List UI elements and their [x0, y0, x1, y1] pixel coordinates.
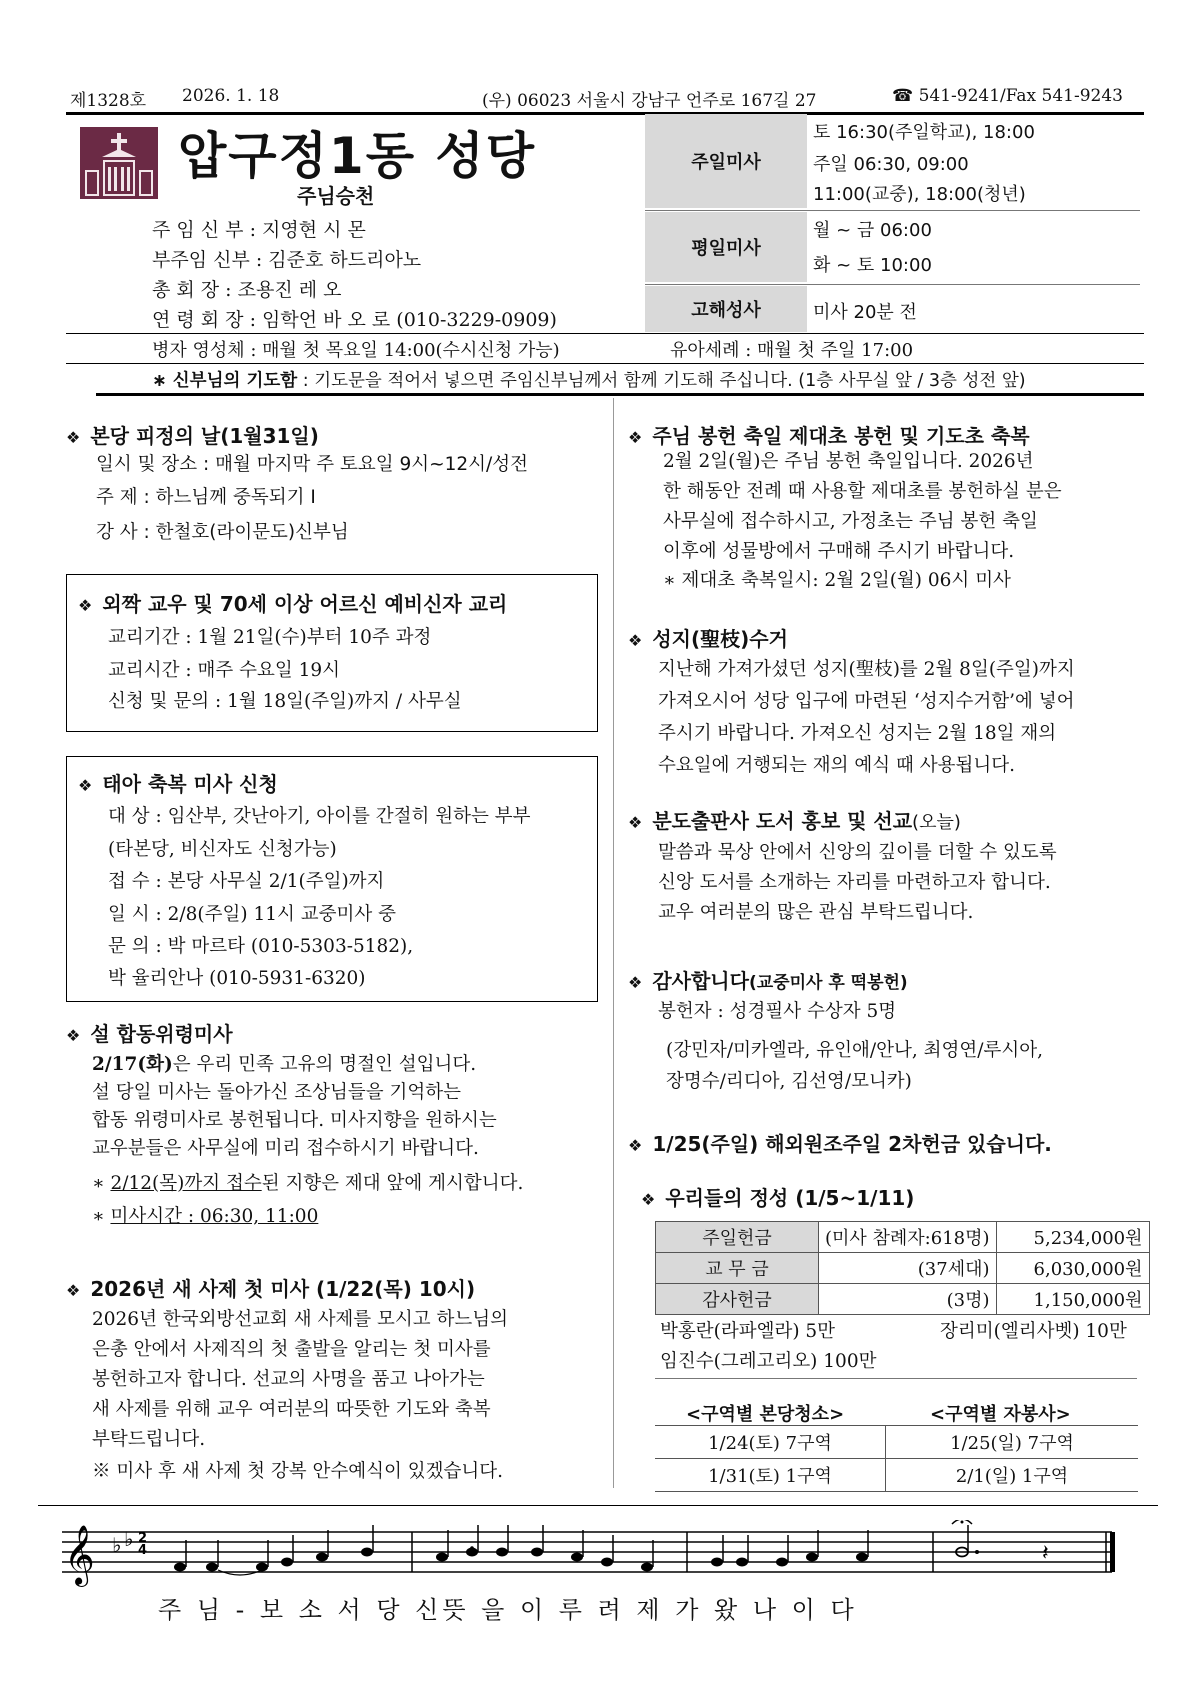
confession-value: 미사 20분 전 [813, 302, 917, 323]
books-line: 교우 여러분의 많은 관심 부탁드립니다. [658, 902, 974, 923]
parish-address: (우) 06023 서울시 강남구 언주로 167길 27 [482, 91, 817, 111]
duty-table [655, 1425, 1138, 1492]
prayer-box-text: : 기도문을 적어서 넣으면 주임신부님께서 함께 기도해 주십니다. (1층 사무실 앞 / 3층 성전 앞) [297, 371, 1026, 391]
unborn-line: 접 수 : 본당 사무실 2/1(주일)까지 [108, 871, 385, 892]
lunar-line: 2/17(화)은 우리 민족 고유의 명절인 설입니다. [92, 1054, 477, 1075]
unborn-line: (타본당, 비신자도 신청가능) [108, 839, 337, 860]
table-row: 1/24(토) 7구역 1/25(일) 7구역 [655, 1426, 1138, 1459]
unborn-line: 문 의 : 박 마르타 (010-5303-5182), [108, 936, 414, 957]
svg-text:♭: ♭ [124, 1527, 134, 1551]
newpriest-line: 은총 안에서 사제직의 첫 출발을 알리는 첫 미사를 [92, 1339, 491, 1360]
books-line: 신앙 도서를 소개하는 자리를 마련하고자 합니다. [658, 872, 1051, 893]
cleaning-title: <구역별 본당청소> [686, 1404, 845, 1425]
table-row: 주일헌금 (미사 참례자:618명) 5,234,000원 [656, 1222, 1150, 1253]
lunar-line: 교우분들은 사무실에 미리 접수하시기 바랍니다. [92, 1138, 479, 1159]
section-thanks-title: ❖ 감사합니다(교중미사 후 떡봉헌) [628, 969, 908, 993]
catechism-line: 교리시간 : 매주 수요일 19시 [108, 660, 341, 681]
svg-text:𝄞: 𝄞 [64, 1525, 95, 1585]
section-candles-title: ❖ 주님 봉헌 축일 제대초 봉헌 및 기도초 축복 [628, 424, 1030, 448]
prayer-box-label: ∗ 신부님의 기도함 [152, 371, 298, 391]
staff-assistant: 부주임 신부 : 김준호 하드리아노 [152, 249, 422, 271]
prayer-box-note [152, 367, 1026, 392]
newpriest-line: 부탁드립니다. [92, 1429, 206, 1450]
retreat-line: 강 사 : 한철호(라이문도)신부님 [96, 522, 349, 543]
lunar-date: 2/17(화) [92, 1054, 173, 1075]
section-palms-title: ❖ 성지(聖枝)수거 [628, 627, 788, 651]
staff-president: 총 회 장 : 조용진 레 오 [152, 279, 342, 301]
retreat-line: 일시 및 장소 : 매월 마지막 주 토요일 9시~12시/성전 [96, 454, 529, 475]
parish-logo [80, 127, 158, 199]
catechism-line: 신청 및 문의 : 1월 18일(주일)까지 / 사무실 [108, 691, 462, 712]
section-offering-title: ❖ 우리들의 정성 (1/5~1/11) [641, 1186, 915, 1210]
mass-schedule [645, 114, 1140, 332]
donor: 박홍란(라파엘라) 5만 [660, 1321, 836, 1342]
catechism-line: 교리기간 : 1월 21일(수)부터 10주 과정 [108, 627, 432, 648]
infant-baptism-info: 유아세례 : 매월 첫 주일 17:00 [670, 340, 914, 361]
lunar-note: ∗ 2/12(목)까지 접수된 지향은 제대 앞에 게시합니다. [92, 1173, 524, 1194]
sunday-mass-label: 주일미사 [645, 114, 807, 208]
table-row: 교 무 금 (37세대) 6,030,000원 [656, 1253, 1150, 1284]
svg-text:4: 4 [138, 1543, 148, 1558]
candles-line: 사무실에 접수하시고, 가정초는 주님 봉헌 축일 [663, 511, 1038, 532]
section-unborn-title: ❖ 태아 축복 미사 신청 [78, 772, 278, 796]
svg-text:𝄽: 𝄽 [1042, 1541, 1049, 1566]
palms-line: 지난해 가져가셨던 성지(聖枝)를 2월 8일(주일)까지 [658, 659, 1075, 680]
header-bar [70, 86, 1140, 112]
table-row: 1/31(토) 1구역 2/1(일) 1구역 [655, 1459, 1138, 1492]
section-lunar-title: ❖ 설 합동위령미사 [66, 1022, 233, 1046]
palms-line: 주시기 바랍니다. 가져오신 성지는 2월 18일 재의 [658, 723, 1057, 744]
section-retreat-title: ❖ 본당 피정의 날(1월31일) [66, 424, 319, 448]
hymn-staff [62, 1520, 1124, 1594]
service-title: <구역별 자봉사> [930, 1404, 1071, 1425]
svg-text:♭: ♭ [112, 1533, 122, 1557]
donor: 장리미(엘리사벳) 10만 [940, 1321, 1127, 1342]
books-line: 말씀과 묵상 안에서 신앙의 깊이를 더할 수 있도록 [658, 842, 1057, 863]
thanks-line: 봉헌자 : 성경필사 수상자 5명 [658, 1001, 897, 1022]
parish-name: 압구정1동 성당 [178, 127, 536, 185]
candles-line: 이후에 성물방에서 구매해 주시기 바랍니다. [663, 541, 1015, 562]
lunar-line: 합동 위령미사로 봉헌됩니다. 미사지향을 원하시는 [92, 1110, 497, 1131]
lunar-mass-time: ∗ 미사시간 : 06:30, 11:00 [92, 1206, 319, 1227]
svg-text:2: 2 [138, 1531, 148, 1546]
unborn-line: 일 시 : 2/8(주일) 11시 교중미사 중 [108, 904, 396, 925]
unborn-line: 박 율리안나 (010-5931-6320) [108, 968, 366, 989]
newpriest-line: ※ 미사 후 새 사제 첫 강복 안수예식이 있겠습니다. [92, 1461, 503, 1482]
sunday-mass-line: 토 16:30(주일학교), 18:00 [813, 122, 1035, 143]
newpriest-line: 2026년 한국외방선교회 새 사제를 모시고 하느님의 [92, 1309, 509, 1330]
palms-line: 가져오시어 성당 입구에 마련된 ‘성지수거함’에 넣어 [658, 691, 1075, 712]
table-row: 감사헌금 (3명) 1,150,000원 [656, 1284, 1150, 1315]
weekday-mass-label: 평일미사 [645, 212, 807, 282]
parish-phone: ☎ 541-9241/Fax 541-9243 [892, 86, 1123, 106]
donor: 임진수(그레고리오) 100만 [660, 1351, 877, 1372]
section-catechism-title: ❖ 외짝 교우 및 70세 이상 어르신 예비신자 교리 [78, 592, 508, 616]
retreat-line: 주 제 : 하느님께 중독되기 I [96, 487, 316, 508]
issue-date: 2026. 1. 18 [182, 86, 280, 106]
lunar-line: 설 당일 미사는 돌아가신 조상님들을 기억하는 [92, 1082, 461, 1103]
unborn-line: 대 상 : 임산부, 갓난아기, 아이를 간절히 원하는 부부 [108, 806, 531, 827]
palms-line: 수요일에 거행되는 재의 예식 때 사용됩니다. [658, 755, 1015, 776]
hymn-lyrics: 주 님 - 보 소 서 당 신뜻 을 이 루 려 제 가 왔 나 이 다 [158, 1596, 858, 1624]
weekday-mass-line: 화 ~ 토 10:00 [813, 255, 932, 276]
candles-note: ∗ 제대초 축복일시: 2월 2일(월) 06시 미사 [663, 570, 1011, 591]
staff-elder: 연 령 회 장 : 임학언 바 오 로 (010-3229-0909) [152, 309, 557, 331]
sunday-mass-line: 11:00(교중), 18:00(청년) [813, 184, 1026, 205]
staff-pastor: 주 임 신 부 : 지영현 시 몬 [152, 219, 366, 241]
thanks-names: (강민자/미카엘라, 유인애/안나, 최영연/루시아, [666, 1040, 1043, 1061]
offering-table [655, 1221, 1150, 1315]
thanks-names: 장명수/리디아, 김선영/모니카) [666, 1071, 912, 1092]
issue-number: 제1328호 [70, 91, 147, 111]
newpriest-line: 봉헌하고자 합니다. 선교의 사명을 품고 나아가는 [92, 1369, 485, 1390]
newpriest-line: 새 사제를 위해 교우 여러분의 따뜻한 기도와 축복 [92, 1399, 491, 1420]
candles-line: 한 해동안 전례 때 사용할 제대초를 봉헌하실 분은 [663, 481, 1062, 502]
section-books-title: ❖ 분도출판사 도서 홍보 및 선교(오늘) [628, 809, 961, 833]
candles-line: 2월 2일(월)은 주님 봉헌 축일입니다. 2026년 [663, 451, 1034, 472]
confession-label: 고해성사 [645, 286, 807, 332]
section-newpriest-title: ❖ 2026년 새 사제 첫 미사 (1/22(목) 10시) [66, 1277, 476, 1301]
sunday-mass-line: 주일 06:30, 09:00 [813, 154, 969, 175]
second-collection-notice: ❖ 1/25(주일) 해외원조주일 2차헌금 있습니다. [628, 1132, 1052, 1156]
feast-name: 주님승천 [297, 184, 375, 208]
weekday-mass-line: 월 ~ 금 06:00 [813, 220, 932, 241]
sick-communion-info: 병자 영성체 : 매월 첫 목요일 14:00(수시신청 가능) [152, 340, 560, 361]
